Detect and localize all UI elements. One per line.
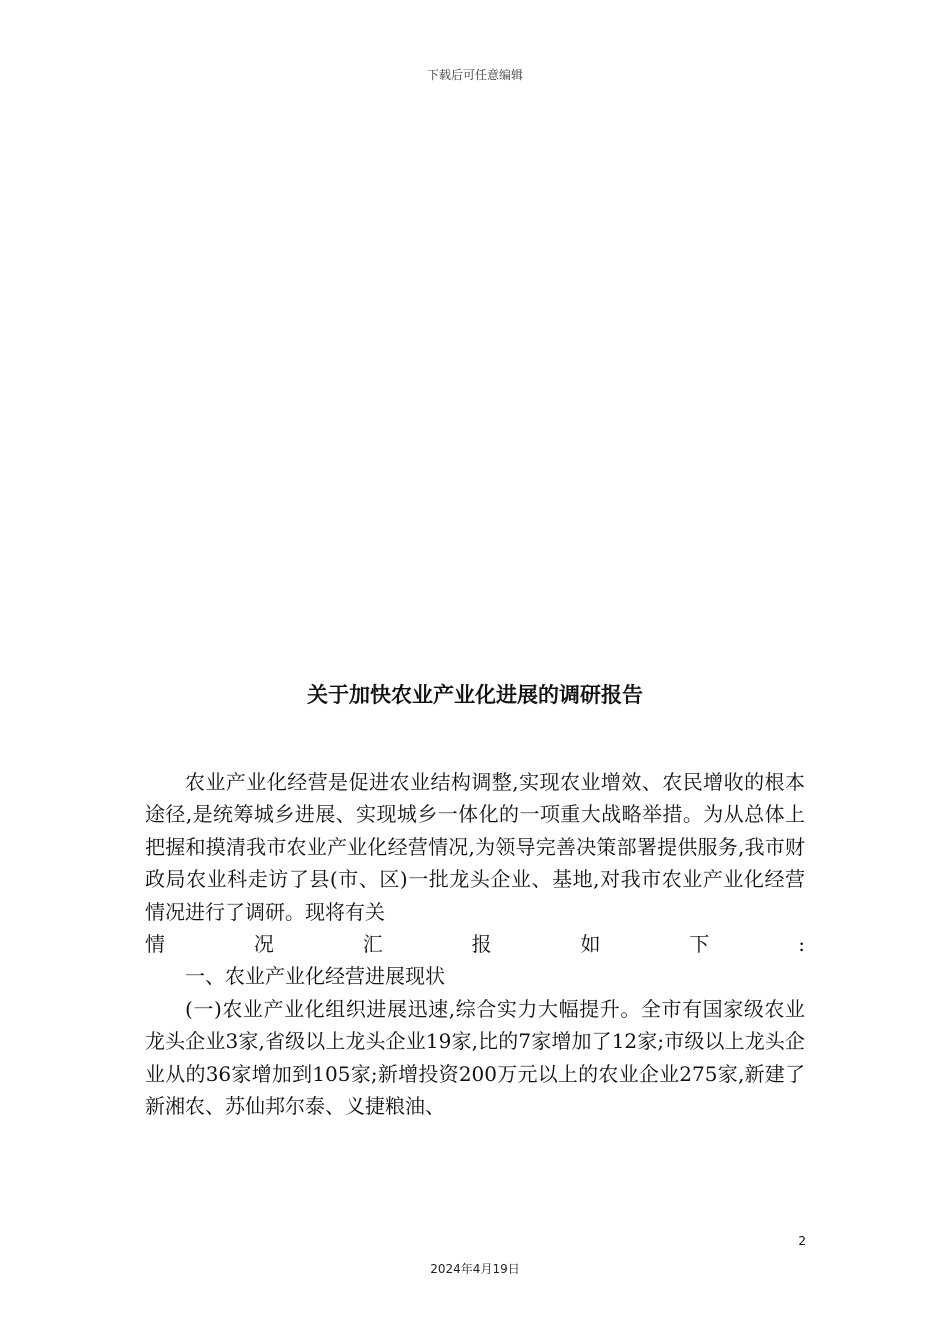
document-title: 关于加快农业产业化进展的调研报告 — [307, 682, 643, 707]
page-header: 下载后可任意编辑 — [426, 68, 523, 82]
page-number: 2 — [798, 1234, 806, 1248]
spread-char: 况 — [253, 932, 274, 957]
spread-char: : — [798, 932, 805, 957]
page-footer-date: 2024年4月19日 — [430, 1262, 520, 1276]
paragraph-intro-last-line — [145, 928, 805, 960]
spread-char: 下 — [689, 932, 710, 957]
spread-char: 汇 — [362, 932, 383, 957]
spread-char: 报 — [471, 932, 492, 957]
paragraph-intro: 农业产业化经营是促进农业结构调整,实现农业增效、农民增收的根本途径,是统筹城乡进展、实现城乡一体化的一项重大战略举措。为从总体上把握和摸清我市农业产业化经营情况,为领导完善决策部署提供服务,我市财政局农业科走访了县(市、区)一批龙头企业、基地,对我市农业产业化经营情况进行了调研。现将有关 — [145, 770, 805, 924]
section-heading: 一、农业产业化经营进展现状 — [185, 964, 445, 989]
document-body — [145, 766, 805, 1122]
spread-char: 如 — [580, 932, 601, 957]
paragraph-section1: (一)农业产业化组织进展迅速,综合实力大幅提升。全市有国家级农业龙头企业3家,省级以上龙头企业19家,比的7家增加了12家;市级以上龙头企业从的36家增加到105家;新增投资200万元以上的农业企业275家,新建了新湘农、苏仙邦尔泰、义捷粮油、 — [145, 996, 805, 1119]
spread-char: 情 — [145, 932, 165, 957]
